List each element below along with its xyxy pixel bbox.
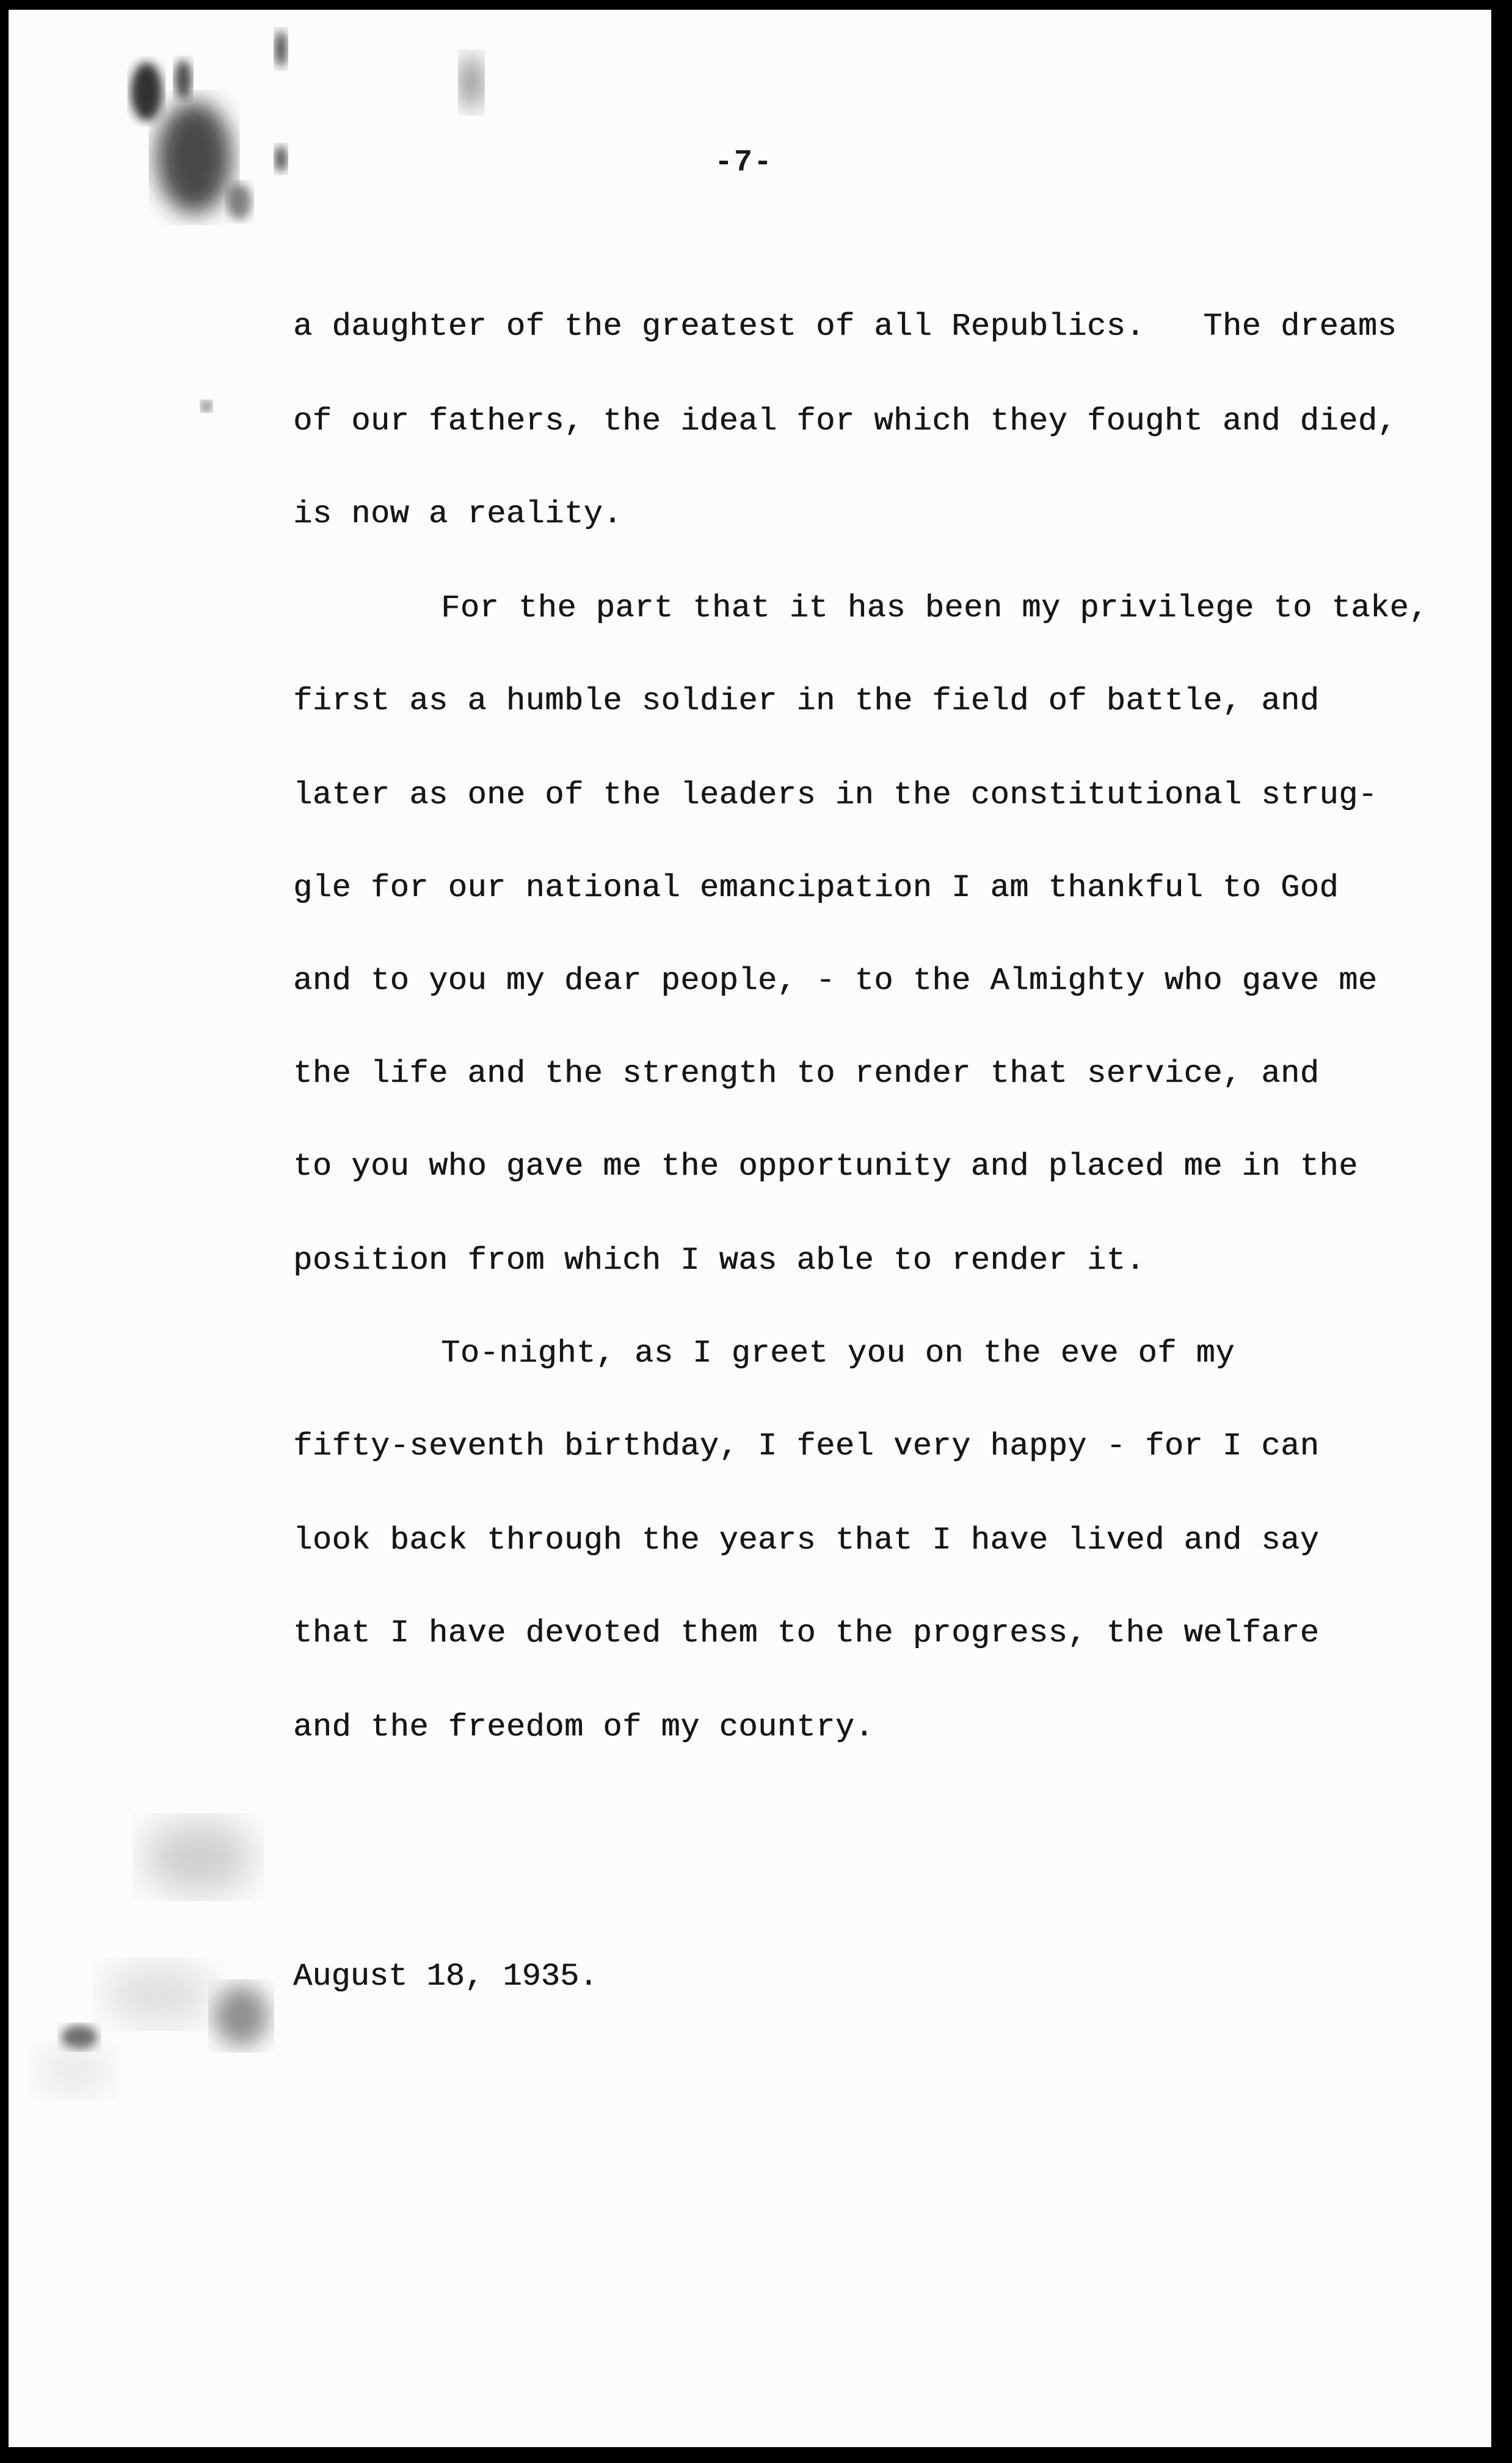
text-line: gle for our national emancipation I am thankful to God xyxy=(293,870,1339,906)
text-line: position from which I was able to render it. xyxy=(293,1242,1146,1279)
document-date: August 18, 1935. xyxy=(293,1958,598,1994)
text-line: and to you my dear people, - to the Almighty who gave me xyxy=(293,963,1378,999)
text-line: first as a humble soldier in the field of battle, and xyxy=(293,683,1320,719)
text-line: and the freedom of my country. xyxy=(293,1709,874,1745)
text-line: To-night, as I greet you on the eve of my xyxy=(441,1335,1235,1371)
text-line: to you who gave me the opportunity and placed me in the xyxy=(293,1148,1358,1184)
text-line: later as one of the leaders in the constitutional strug- xyxy=(293,777,1378,813)
page-number: -7- xyxy=(714,145,774,180)
text-line: a daughter of the greatest of all Republics. The dreams xyxy=(293,308,1397,345)
text-line: is now a reality. xyxy=(293,496,622,532)
text-line: look back through the years that I have lived and say xyxy=(293,1522,1320,1558)
text-line: fifty-seventh birthday, I feel very happy - for I can xyxy=(293,1428,1320,1464)
text-line: the life and the strength to render that service, and xyxy=(293,1056,1320,1092)
text-line: For the part that it has been my privilege to take, xyxy=(441,590,1428,626)
text-line: of our fathers, the ideal for which they fought and died, xyxy=(293,403,1397,439)
text-line: that I have devoted them to the progress, the welfare xyxy=(293,1615,1320,1651)
document-page xyxy=(9,10,1491,2447)
